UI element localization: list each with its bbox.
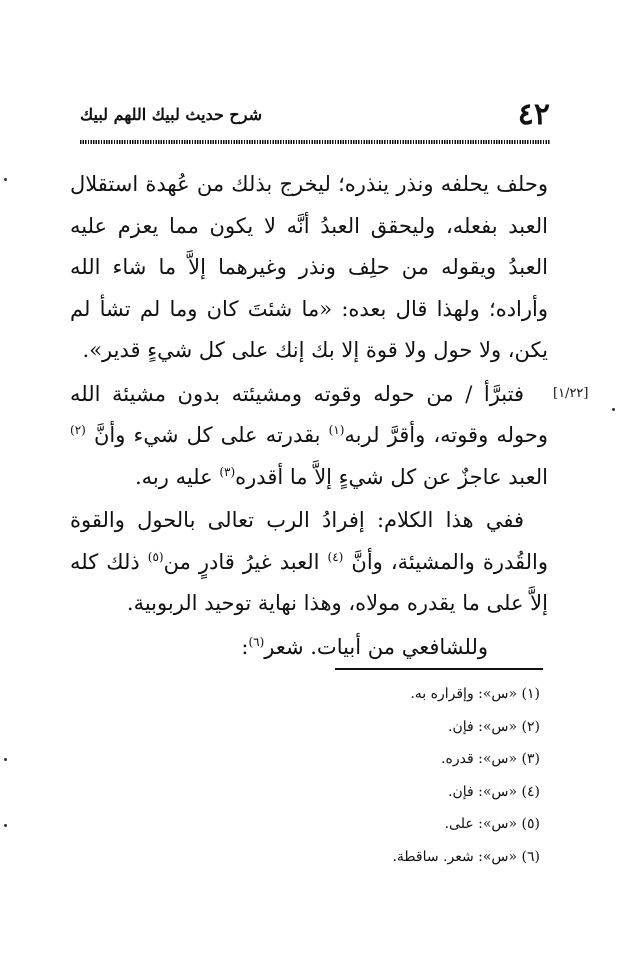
footnote-reference: (٦) <box>248 634 265 649</box>
paragraph-3 <box>70 500 548 625</box>
footnote-2: (٢) «س»: فإن. <box>448 718 540 735</box>
body-text <box>70 164 548 668</box>
scan-speck <box>4 178 7 181</box>
paragraph-2 <box>70 374 548 499</box>
scan-speck <box>612 408 615 411</box>
footnote-6: (٦) «س»: شعر. ساقطة. <box>392 848 540 865</box>
footnote-1: (١) «س»: وإقراره به. <box>410 686 540 702</box>
footnote-4: (٤) «س»: فإن. <box>448 783 540 800</box>
page-number: ٤٢ <box>517 97 550 132</box>
header-divider <box>80 140 550 144</box>
scan-speck <box>4 824 7 827</box>
footnote-reference: (٥) <box>147 549 164 564</box>
manuscript-folio-reference: [١/٢٢] <box>553 386 589 401</box>
text-run: وحلف يحلفه ونذر ينذره؛ ليخرج بذلك من عُهدة استقلال العبد بفعله، وليحقق العبدُ أنَّه لا يكون مما يعزم عليه العبدُ ويقوله من حلِف ونذر وغيرهما إلاَّ ما شاء الله وأراده؛ ولهذا قال بعده: «ما شئتَ كان وما لم تشأ لم يكن، ولا حول ولا قوة إلا بك إنك على كل شيءٍ قدير». <box>70 172 548 362</box>
scan-speck <box>4 758 7 761</box>
text-run: : <box>241 634 249 659</box>
footnote-reference: (٢) <box>70 423 86 437</box>
footnote-divider <box>335 668 543 670</box>
text-run: ففي هذا الكلام: إفرادُ الرب تعالى بالحول والقوة والقُدرة والمشيئة، وأنَّ <box>70 508 548 574</box>
footnote-5: (٥) «س»: على. <box>444 816 540 832</box>
text-run: بقدرته على كل شيء وأنَّ <box>85 423 329 447</box>
footnote-reference: (٣) <box>219 464 236 479</box>
paragraph-1 <box>70 164 548 372</box>
running-title: شرح حديث لبيك اللهم لبيك <box>80 105 262 124</box>
paragraph-4 <box>70 627 548 669</box>
footnote-reference: (٤) <box>327 549 344 564</box>
text-run: وللشافعي من أبيات. شعر <box>264 634 488 659</box>
page-header <box>80 98 550 134</box>
text-run: ذلك كله إلاَّ على ما يقدره مولاه، وهذا نهاية توحيد الربوبية. <box>70 549 548 615</box>
footnote-reference: (١) <box>328 423 345 437</box>
text-run: فتبرَّأ / من حوله وقوته ومشيئته بدون مشيئة الله وحوله وقوته، وأقرَّ لربه <box>70 381 548 447</box>
footnote-3: (٣) «س»: قدره. <box>441 751 540 767</box>
footnotes <box>240 678 540 873</box>
text-run: عليه ربه. <box>134 464 220 489</box>
text-run: العبد غيرُ قادرٍ من <box>163 549 328 574</box>
text-run: العبد عاجزٌ عن كل شيءٍ إلاَّ ما أقدره <box>235 464 548 489</box>
